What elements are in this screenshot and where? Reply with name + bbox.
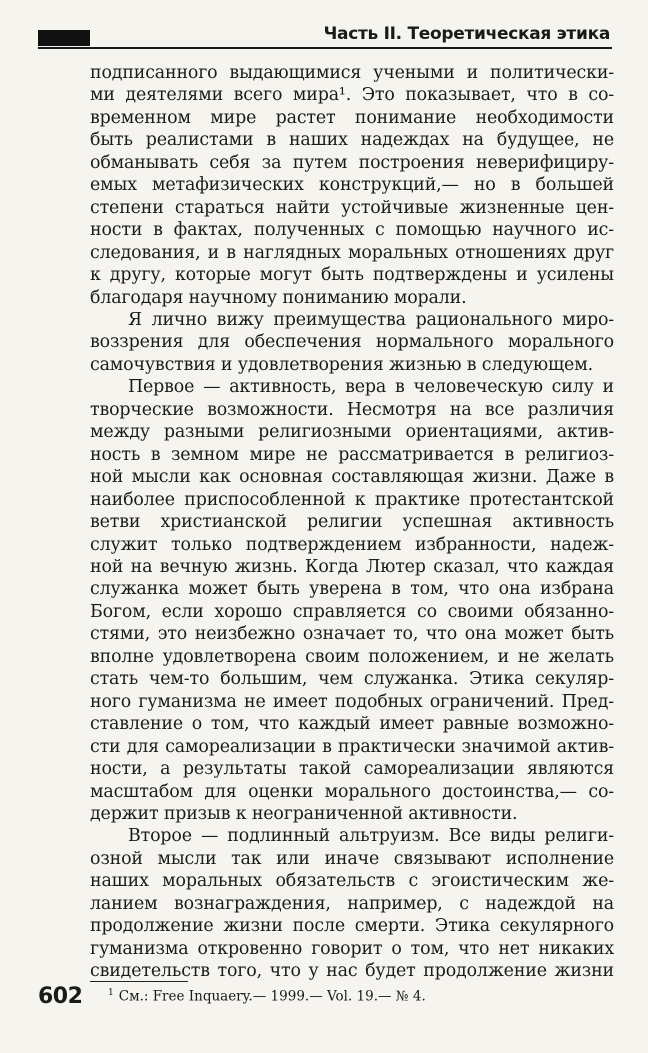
text-line: служит только подтверждением избранности, надеж- (90, 534, 614, 555)
running-header: Часть II. Теоретическая этика (323, 24, 610, 44)
text-line: ставление о том, что каждый имеет равные возможно- (90, 714, 614, 735)
footnote (108, 988, 426, 1005)
page-number: 602 (38, 984, 83, 1009)
text-line: Я лично вижу преимущества рационального миро- (128, 309, 614, 330)
text-line: продолжение жизни после смерти. Этика секулярного (90, 916, 614, 937)
text-line: ности, а результаты такой самореализации являются (90, 759, 614, 780)
text-line: ми деятелями всего мира¹. Это показывает, что в со- (90, 85, 614, 106)
text-line: быть реалистами в наших надеждах на будущее, не (90, 130, 614, 151)
text-line: подписанного выдающимися учеными и политически- (90, 63, 614, 83)
text-line: держит призыв к неограниченной активности. (90, 803, 518, 824)
text-line: ность в земном мире не рассматривается в религиоз- (90, 444, 614, 465)
text-line: стями, это неизбежно означает то, что она может быть (90, 624, 614, 645)
text-line: к другу, которые могут быть подтверждены и усилены (90, 265, 614, 286)
text-line: Богом, если хорошо справляется со своими обязанно- (90, 601, 614, 622)
text-line: гуманизма откровенно говорит о том, что нет никаких (90, 938, 614, 959)
text-line: сти для самореализации в практически значимой актив- (90, 736, 614, 757)
text-line: емых метафизических конструкций,— но в большей (90, 175, 614, 196)
footnote-text: См.: Free Inquaery.— 1999.— Vol. 19.— № 4. (118, 988, 426, 1005)
footnote-marker: 1 (108, 988, 114, 998)
text-line: служанка может быть уверена в том, что она избрана (90, 579, 614, 600)
text-line: вполне удовлетворена своим положением, и не желать (90, 646, 614, 667)
text-line: ланием вознаграждения, например, с надеждой на (90, 893, 614, 914)
text-line: самочувствия и удовлетворения жизнью в следующем. (90, 354, 593, 375)
text-line: обманывать себя за путем построения неверифициру- (90, 152, 614, 173)
text-line: ветви христианской религии успешная активность (90, 512, 614, 533)
text-line: следования, и в наглядных моральных отношениях друг (90, 242, 614, 263)
body-text (90, 62, 614, 983)
text-line: творческие возможности. Несмотря на все различия (90, 399, 614, 420)
text-line: наиболее приспособленной к практике протестантской (90, 489, 614, 510)
text-line: ной мысли как основная составляющая жизни. Даже в (90, 467, 614, 488)
text-line: стать чем-то большим, чем служанка. Этика секуляр- (90, 669, 614, 690)
text-line: степени стараться найти устойчивые жизненные цен- (90, 197, 614, 218)
text-line: между разными религиозными ориентациями, актив- (90, 422, 614, 443)
text-line: наших моральных обязательств с эгоистическим же- (90, 871, 614, 892)
text-line: озной мысли так или иначе связывают исполнение (90, 848, 614, 869)
footnote-divider (90, 981, 188, 982)
text-line: ной на вечную жизнь. Когда Лютер сказал, что каждая (90, 556, 614, 577)
text-line: благодаря научному пониманию морали. (90, 287, 467, 308)
text-line: ного гуманизма не имеет подобных ограничений. Пред- (90, 691, 614, 712)
header-rule (38, 47, 612, 49)
header-decorative-bar (38, 30, 90, 46)
text-line: Первое — активность, вера в человеческую силу и (128, 377, 614, 398)
text-line: ности в фактах, полученных с помощью научного ис- (90, 220, 614, 241)
text-line: воззрения для обеспечения нормального морального (90, 332, 614, 353)
text-line: Второе — подлинный альтруизм. Все виды религи- (128, 826, 614, 847)
text-line: масштабом для оценки морального достоинства,— со- (90, 781, 614, 802)
text-line: временном мире растет понимание необходимости (90, 107, 614, 128)
text-line: свидетельств того, что у нас будет продолжение жизни (90, 961, 614, 982)
